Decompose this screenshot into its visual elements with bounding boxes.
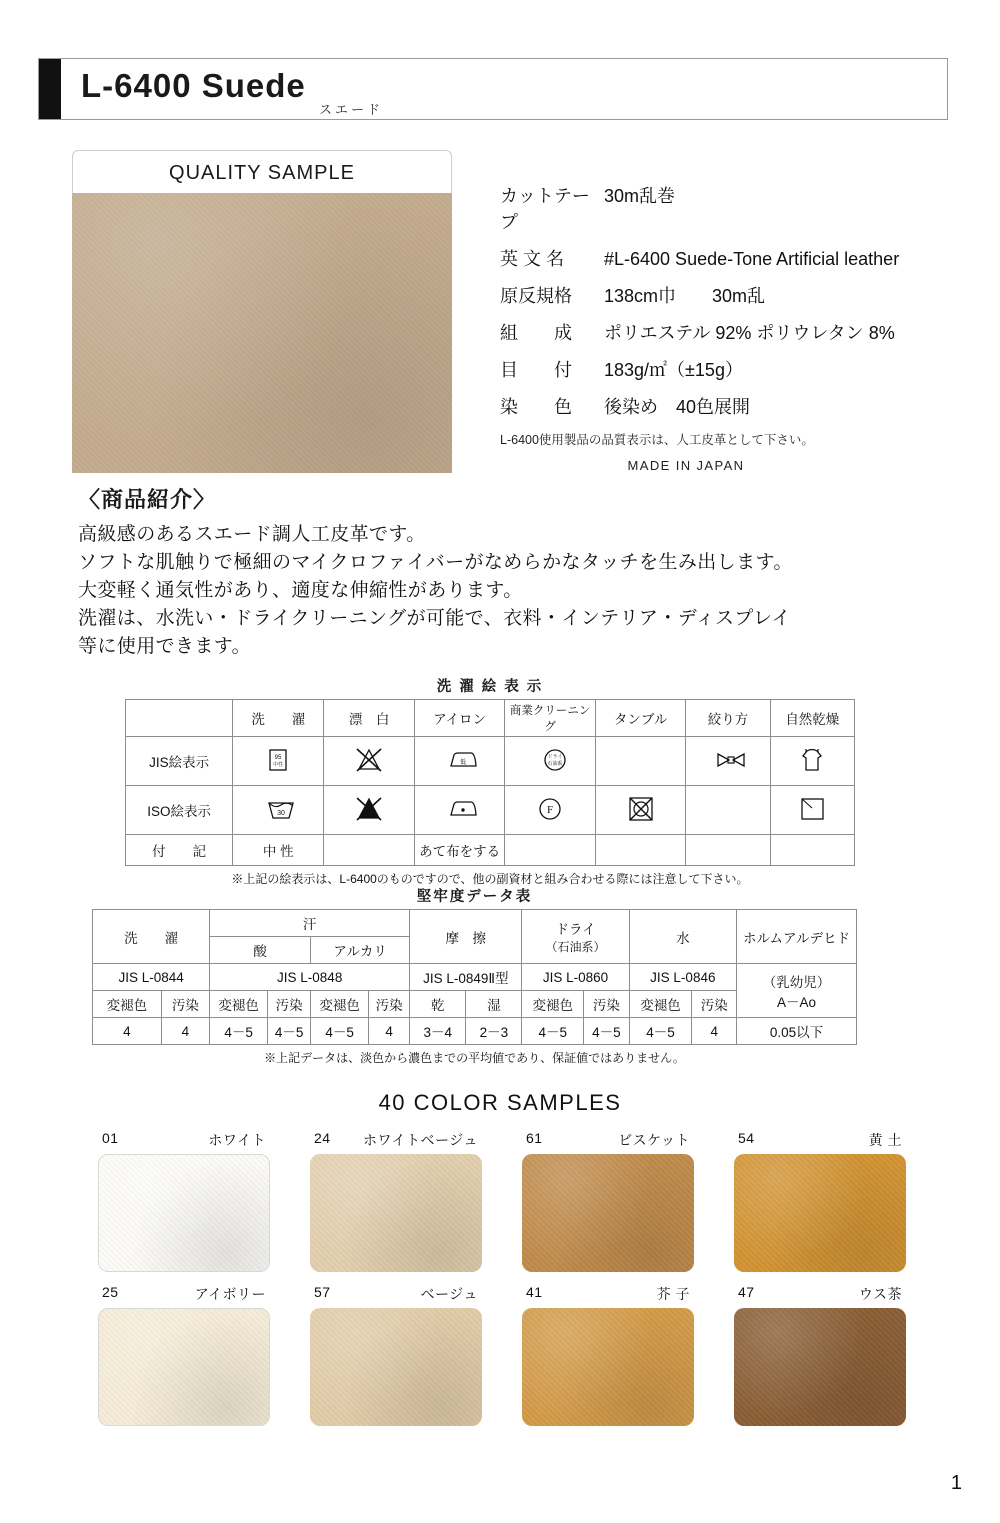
spec-key: 目 付 [500, 360, 572, 380]
wash-col-blank [126, 700, 233, 737]
wash-table-caption: 洗 濯 絵 表 示 [436, 679, 544, 695]
formaldehyde-line2: A－Ao [776, 994, 817, 1010]
sub-rub-wet: 湿 [466, 991, 522, 1018]
spec-value: 138cm巾 30m乱 [604, 286, 766, 306]
sub-rub-dry: 乾 [410, 991, 466, 1018]
spec-key: 染 色 [500, 397, 572, 417]
wash-col-bleach: 漂 白 [324, 700, 414, 737]
color-chip[interactable] [522, 1308, 694, 1426]
intro-line: 等に使用できます。 [78, 635, 252, 657]
fastness-col-dry-line1: ドライ [555, 922, 596, 937]
sub-alkali-stain: 汚染 [369, 991, 410, 1018]
intro-line: 大変軽く通気性があり、適度な伸縮性があります。 [78, 579, 523, 601]
note-tumble [595, 835, 685, 866]
iron-one-dot-icon [414, 786, 504, 835]
sub-wash-stain: 汚染 [161, 991, 209, 1018]
dryclean-p-icon [505, 737, 595, 786]
color-code: 54 [738, 1130, 755, 1146]
color-chip[interactable] [734, 1154, 906, 1272]
fastness-col-dry [522, 910, 629, 964]
standard-jis-l0846: JIS L-0846 [629, 964, 736, 991]
intro-line: 洗濯は、水洗い・ドライクリーニングが可能で、衣料・インテリア・ディスプレイ [78, 607, 791, 629]
color-chip[interactable] [734, 1308, 906, 1426]
standard-formaldehyde [737, 964, 857, 1018]
color-name: ウス茶 [858, 1286, 902, 1302]
fastness-standards-row [93, 964, 857, 991]
color-sample-header [734, 1284, 906, 1308]
color-chip[interactable] [98, 1154, 270, 1272]
value-acid-fade: 4－5 [210, 1018, 268, 1045]
value-acid-stain: 4－5 [268, 1018, 311, 1045]
color-sample-57[interactable] [310, 1284, 482, 1426]
jis-wash-icon [233, 737, 324, 786]
color-sample-47[interactable] [734, 1284, 906, 1426]
standard-jis-l0860: JIS L-0860 [522, 964, 629, 991]
wash-col-dryclean: 商業クリーニング [505, 700, 595, 737]
jis-tumble-blank [595, 737, 685, 786]
product-introduction [78, 483, 948, 661]
note-bleach [324, 835, 414, 866]
value-water-stain: 4 [692, 1018, 737, 1045]
iso-wash-30-icon [233, 786, 324, 835]
sub-acid-stain: 汚染 [268, 991, 311, 1018]
value-alkali-stain: 4 [369, 1018, 410, 1045]
svg-text:95: 95 [274, 754, 282, 761]
spec-key: カットテープ [500, 186, 590, 232]
standard-jis-l0844: JIS L-0844 [93, 964, 210, 991]
svg-text:ドライ: ドライ [547, 753, 563, 760]
color-code: 41 [526, 1284, 543, 1300]
color-code: 25 [102, 1284, 119, 1300]
sub-water-stain: 汚染 [692, 991, 737, 1018]
intro-line: 高級感のあるスエード調人工皮革です。 [78, 524, 426, 545]
fastness-values-row [93, 1018, 857, 1045]
spec-row [500, 319, 952, 345]
color-name: ホワイトベージュ [362, 1132, 478, 1148]
fastness-table-caption: 堅牢度データ表 [416, 889, 533, 905]
color-chip[interactable] [310, 1308, 482, 1426]
color-name: アイボリー [194, 1286, 266, 1302]
spec-row [500, 182, 952, 234]
color-chip[interactable] [310, 1154, 482, 1272]
spec-row [500, 245, 952, 271]
value-wash-stain: 4 [161, 1018, 209, 1045]
value-rub-dry: 3－4 [410, 1018, 466, 1045]
spec-key: 原反規格 [500, 286, 572, 306]
wash-col-wring: 絞り方 [686, 700, 770, 737]
color-chip[interactable] [522, 1154, 694, 1272]
color-sample-25[interactable] [98, 1284, 270, 1426]
sub-water-fade: 変褪色 [629, 991, 692, 1018]
sub-alkali-fade: 変褪色 [311, 991, 369, 1018]
made-in-label: MADE IN JAPAN [627, 458, 745, 473]
spec-note: L-6400使用製品の品質表示は、人工皮革として下さい。 [500, 433, 814, 447]
note-iron: あて布をする [414, 835, 504, 866]
svg-text:F: F [547, 803, 554, 816]
bleach-triangle-filled-icon [324, 786, 414, 835]
value-formaldehyde: 0.05以下 [737, 1018, 857, 1045]
value-wash-fade: 4 [93, 1018, 162, 1045]
standard-jis-l0848: JIS L-0848 [210, 964, 410, 991]
svg-text:低: 低 [459, 759, 466, 766]
note-row [126, 835, 855, 866]
note-wash: 中 性 [233, 835, 324, 866]
wash-col-natural-dry: 自然乾燥 [770, 700, 854, 737]
color-chip[interactable] [98, 1308, 270, 1426]
fastness-table-note: ※上記データは、淡色から濃色までの平均値であり、保証値ではありません。 [264, 1051, 685, 1065]
wring-icon [686, 737, 770, 786]
fastness-sweat-acid: 酸 [210, 937, 311, 964]
spec-value: ポリエステル 92% ポリウレタン 8% [604, 323, 895, 343]
fastness-col-wash: 洗 濯 [93, 910, 210, 964]
color-sample-61[interactable] [522, 1130, 694, 1272]
color-code: 57 [314, 1284, 331, 1300]
color-code: 01 [102, 1130, 119, 1146]
page-title-bar [38, 58, 948, 120]
sub-dry-stain: 汚染 [584, 991, 630, 1018]
color-sample-header [734, 1130, 906, 1154]
wash-table-note: ※上記の絵表示は、L-6400のものですので、他の副資材と組み合わせる際には注意して下さい。 [231, 872, 749, 886]
fastness-section [92, 885, 857, 1066]
note-wring [686, 835, 770, 866]
color-sample-header [522, 1130, 694, 1154]
fastness-table [92, 909, 857, 1045]
color-code: 24 [314, 1130, 331, 1146]
dryclean-f-icon [505, 786, 595, 835]
intro-line: ソフトな肌触りで極細のマイクロファイバーがなめらかなタッチを生み出します。 [78, 551, 793, 573]
title-accent-block [39, 59, 61, 119]
bleach-cross-icon [324, 737, 414, 786]
wash-col-tumble: タンブル [595, 700, 685, 737]
iso-row-label: ISO絵表示 [126, 786, 233, 835]
svg-text:中性: 中性 [273, 761, 284, 768]
color-name: 黄 土 [868, 1132, 902, 1148]
color-sample-01[interactable] [98, 1130, 270, 1272]
spec-value: 183g/㎡（±15g） [604, 360, 743, 380]
value-rub-wet: 2－3 [466, 1018, 522, 1045]
value-dry-stain: 4－5 [584, 1018, 630, 1045]
wash-col-wash: 洗 濯 [233, 700, 324, 737]
page-number: 1 [950, 1472, 962, 1494]
wash-care-section [125, 675, 855, 887]
color-sample-header [98, 1284, 270, 1308]
color-sample-header [522, 1284, 694, 1308]
page-title-kana: スエード [319, 102, 384, 117]
color-name: ビスケット [618, 1132, 690, 1148]
value-alkali-fade: 4－5 [311, 1018, 369, 1045]
color-sample-24[interactable] [310, 1130, 482, 1272]
svg-text:30: 30 [277, 809, 286, 817]
iso-wring-blank [686, 786, 770, 835]
spec-key: 組 成 [500, 323, 572, 343]
spec-value: #L-6400 Suede-Tone Artificial leather [604, 249, 900, 269]
spec-row [500, 282, 952, 308]
quality-sample-swatch [72, 193, 452, 473]
note-natural-dry [770, 835, 854, 866]
sub-acid-fade: 変褪色 [210, 991, 268, 1018]
tumble-prohibited-icon [595, 786, 685, 835]
spec-value: 30m乱巻 [604, 186, 676, 206]
color-name: ベージュ [420, 1286, 478, 1302]
fastness-sweat-alkali: アルカリ [311, 937, 410, 964]
color-samples-title: 40 COLOR SAMPLES [378, 1090, 622, 1115]
sub-wash-fade: 変褪色 [93, 991, 162, 1018]
color-samples-grid [98, 1130, 908, 1426]
color-sample-header [98, 1130, 270, 1154]
color-name: ホワイト [208, 1132, 266, 1148]
fastness-col-dry-line2: （石油系） [545, 940, 606, 954]
value-dry-fade: 4－5 [522, 1018, 584, 1045]
hang-dry-icon [770, 737, 854, 786]
spec-value: 後染め 40色展開 [604, 397, 751, 417]
flat-dry-icon [770, 786, 854, 835]
fastness-col-water: 水 [629, 910, 736, 964]
jis-row [126, 737, 855, 786]
quality-sample-label: QUALITY SAMPLE [72, 150, 452, 195]
wash-col-iron: アイロン [414, 700, 504, 737]
page-title: L-6400 Suede [81, 67, 306, 104]
spec-row [500, 393, 952, 419]
spec-key: 英 文 名 [500, 249, 565, 269]
note-dryclean [505, 835, 595, 866]
note-row-label: 付 記 [126, 835, 233, 866]
spec-row [500, 356, 952, 382]
wash-care-table [125, 699, 855, 866]
color-code: 61 [526, 1130, 543, 1146]
spec-list [500, 182, 952, 473]
jis-row-label: JIS絵表示 [126, 737, 233, 786]
formaldehyde-line1: （乳幼児） [762, 974, 831, 990]
svg-text:石油系: 石油系 [547, 760, 563, 767]
iron-low-icon [414, 737, 504, 786]
standard-jis-l0849: JIS L-0849Ⅱ型 [410, 964, 522, 991]
value-water-fade: 4－5 [629, 1018, 692, 1045]
color-sample-54[interactable] [734, 1130, 906, 1272]
fastness-header-row-1 [93, 910, 857, 937]
color-code: 47 [738, 1284, 755, 1300]
fastness-col-formaldehyde: ホルムアルデヒド [737, 910, 857, 964]
color-sample-header [310, 1130, 482, 1154]
fastness-col-rub: 摩 擦 [410, 910, 522, 964]
iso-row [126, 786, 855, 835]
table-header-row [126, 700, 855, 737]
color-name: 芥 子 [656, 1286, 690, 1302]
sub-dry-fade: 変褪色 [522, 991, 584, 1018]
color-sample-header [310, 1284, 482, 1308]
fastness-col-sweat: 汗 [210, 910, 410, 937]
intro-heading: 〈商品紹介〉 [78, 487, 217, 512]
color-sample-41[interactable] [522, 1284, 694, 1426]
